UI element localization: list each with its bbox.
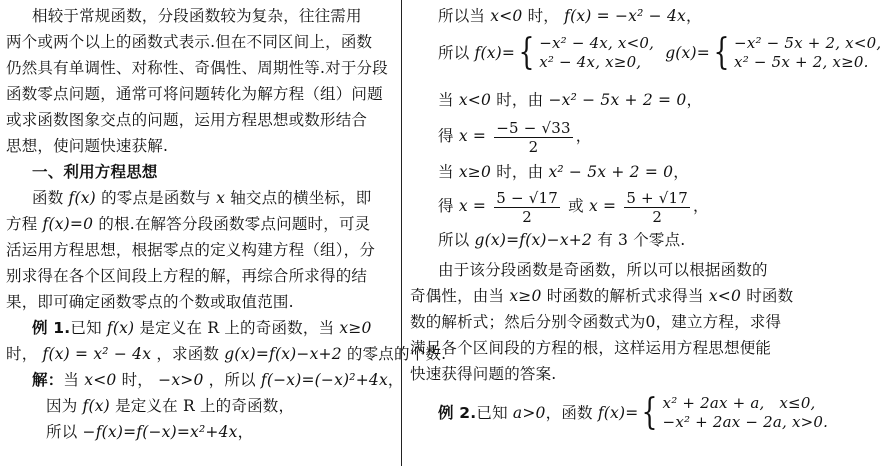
- example-2: [438, 394, 828, 432]
- numerator: 5 + √17: [626, 188, 689, 207]
- piecewise-f: [438, 34, 654, 72]
- example-label: 例 2.: [438, 404, 477, 422]
- text: 的零点是函数与: [101, 189, 211, 207]
- right-line-7: [438, 230, 685, 250]
- p3-line-1: 由于该分段函数是奇函数，所以可以根据函数的: [438, 261, 768, 279]
- text: 当: [438, 91, 454, 109]
- math: f(x) = −x² − 4x: [564, 7, 686, 25]
- text: 所以: [46, 423, 78, 441]
- math: −x² − 5x + 2 = 0: [548, 91, 687, 109]
- text: ，: [685, 7, 702, 25]
- text: 因为: [46, 397, 78, 415]
- solution-label: 解：: [32, 371, 64, 389]
- p3-line-3: 数的解析式；然后分别令函数式为0，建立方程，求得: [410, 313, 782, 331]
- text: 所以当: [438, 7, 486, 25]
- text: 轴交点的横坐标，即: [230, 189, 372, 207]
- text: 时函数: [746, 287, 794, 305]
- text: 函数: [32, 189, 64, 207]
- text: 所以: [438, 231, 470, 249]
- intro-line-2: 两个或两个以上的函数式表示.但在不同区间上，函数: [6, 33, 373, 51]
- p2-line-4: 别求得在各个区间段上方程的解，再综合所求得的结: [6, 267, 368, 285]
- text: 时，: [121, 371, 153, 389]
- case: x² − 5x + 2, x≥0.: [734, 53, 869, 71]
- p2-line-3: 活运用方程思想，根据零点的定义构建方程（组），分: [6, 241, 376, 259]
- p2-line-1: [32, 188, 372, 208]
- text: 时，: [6, 345, 38, 363]
- text: 时函数的解析式求得当: [546, 287, 704, 305]
- math: x≥0: [339, 319, 372, 337]
- text: 方程: [6, 215, 38, 233]
- p2-line-2: [6, 214, 370, 234]
- fraction: [494, 189, 560, 226]
- right-line-1: [438, 6, 702, 26]
- fraction: [624, 189, 690, 226]
- case: −x² − 5x + 2, x<0,: [734, 34, 881, 52]
- text: 当: [63, 371, 80, 389]
- math: x≥0: [458, 163, 492, 181]
- text: 的零点的个数.: [346, 345, 447, 363]
- text: 已知: [70, 319, 102, 337]
- brace-icon: {: [641, 392, 659, 433]
- intro-line-5: 或求函数图象交点的问题，运用方程思想或数形结合: [6, 111, 368, 129]
- example-1-line-2: [6, 344, 446, 364]
- text: 得: [438, 197, 454, 215]
- solution-line-3: [46, 422, 253, 442]
- text: 有 3 个零点.: [597, 231, 686, 249]
- example-2-line: [438, 394, 828, 432]
- piecewise-line: [438, 34, 881, 72]
- math: x =: [458, 197, 487, 215]
- brace-icon: {: [518, 32, 535, 73]
- text: 奇偶性，由当: [410, 287, 505, 305]
- text: ，: [575, 127, 592, 145]
- intro-line-4: 函数零点问题，通常可将问题转化为解方程（组）问题: [6, 85, 383, 103]
- math: x<0: [458, 91, 492, 109]
- example-label: 例 1.: [32, 319, 71, 337]
- solution-line-1: [32, 370, 404, 390]
- math: x<0: [84, 371, 117, 389]
- text: 是定义在 R 上的奇函数，: [115, 397, 295, 415]
- intro-line-6: 思想，使问题快速获解.: [6, 137, 169, 155]
- case: x² − 4x, x≥0,: [539, 53, 642, 71]
- math: g(x)=f(x)−x+2: [474, 231, 593, 249]
- math: f(x) = x² − 4x: [42, 345, 152, 363]
- math: −f(x)=f(−x)=x²+4x: [82, 423, 238, 441]
- math: g(x)=: [665, 44, 710, 62]
- text: ，函数: [545, 404, 593, 422]
- math: x≥0: [509, 287, 542, 305]
- math: x<0: [708, 287, 742, 305]
- denominator: 2: [522, 207, 532, 226]
- p3-line-5: 快速获得问题的答案.: [410, 365, 557, 383]
- text: 是定义在 R 上的奇函数，当: [139, 319, 335, 337]
- math: f(x)=0: [42, 215, 94, 233]
- right-line-6: [438, 186, 709, 226]
- p2-line-5: 果，即可确定函数零点的个数或取值范围.: [6, 293, 294, 311]
- column-divider: [401, 0, 402, 466]
- f-cases: [539, 34, 654, 72]
- math: x: [216, 189, 226, 207]
- ex2-cases: [663, 394, 829, 432]
- g-cases: [734, 34, 881, 72]
- case: −x² + 2ax − 2a, x>0.: [662, 413, 829, 431]
- denominator: 2: [528, 137, 539, 156]
- math: x =: [458, 127, 487, 145]
- math: x<0: [490, 7, 523, 25]
- case: −x² − 4x, x<0,: [539, 34, 655, 52]
- math: f(x): [106, 319, 135, 337]
- text: ，所以: [208, 371, 256, 389]
- text: 当: [438, 163, 454, 181]
- text: ，: [686, 91, 703, 109]
- case: x² + 2ax + a, x≤0,: [662, 394, 816, 412]
- math: g(x)=f(x)−x+2: [224, 345, 342, 363]
- text: ，: [673, 163, 689, 181]
- intro-line-1: 相较于常规函数，分段函数较为复杂，往往需用: [32, 7, 362, 25]
- text: 时，由: [496, 91, 544, 109]
- text: ，: [387, 371, 404, 389]
- text: 或: [568, 197, 584, 215]
- denominator: 2: [652, 207, 663, 226]
- numerator: −5 − √33: [496, 118, 571, 137]
- text: 时，: [527, 7, 559, 25]
- right-line-5: [438, 162, 689, 182]
- right-line-4: [438, 116, 591, 156]
- p3-line-4: 满足各个区间段的方程的根，这样运用方程思想便能: [410, 339, 772, 357]
- math: f(−x)=(−x)²+4x: [260, 371, 388, 389]
- brace-icon: {: [713, 32, 730, 73]
- numerator: 5 − √17: [496, 188, 558, 207]
- p3-line-2: [410, 286, 793, 306]
- solution-line-2: [46, 396, 294, 416]
- example-1-line-1: [32, 318, 372, 338]
- math: f(x): [82, 397, 110, 415]
- math: f(x): [68, 189, 96, 207]
- section-heading: 一、利用方程思想: [32, 163, 158, 181]
- text: 的根.在解答分段函数零点问题时，可灵: [98, 215, 371, 233]
- fraction: [494, 119, 572, 156]
- math: f(x)=: [474, 44, 516, 62]
- intro-line-3: 仍然具有单调性、对称性、奇偶性、周期性等.对于分段: [6, 59, 388, 77]
- text: ，: [693, 197, 709, 215]
- piecewise-g: [665, 34, 881, 72]
- math: f(x)=: [597, 404, 639, 422]
- math: a>0: [512, 404, 546, 422]
- text: 得: [438, 127, 454, 145]
- text: ，求函数: [156, 345, 220, 363]
- math: −x>0: [158, 371, 204, 389]
- text: 所以: [438, 44, 470, 62]
- math: x² − 5x + 2 = 0: [548, 163, 674, 181]
- text: ，: [237, 423, 254, 441]
- text: 已知: [476, 404, 508, 422]
- right-line-3: [438, 90, 702, 110]
- math: x =: [588, 197, 617, 215]
- text: 时，由: [496, 163, 544, 181]
